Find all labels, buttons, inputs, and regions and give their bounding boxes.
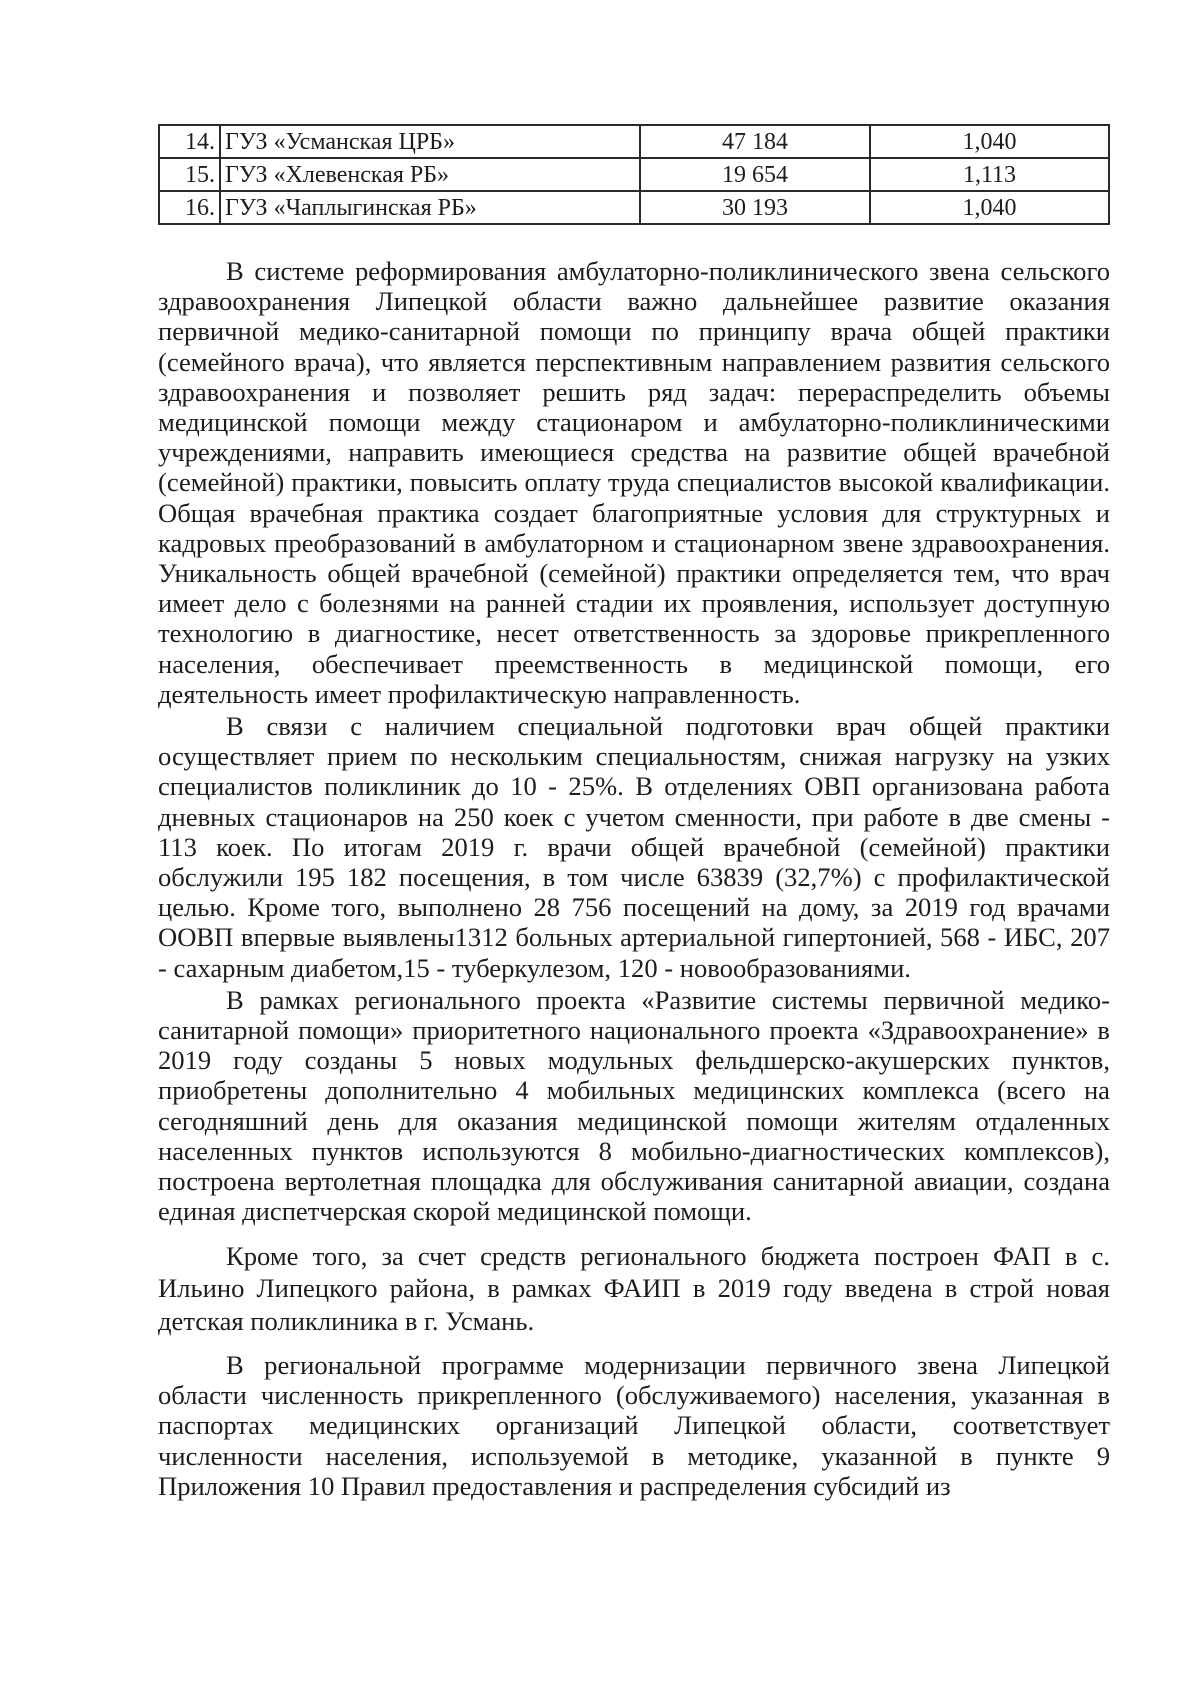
paragraph-regional-budget: Кроме того, за счет средств регионального бюджета построен ФАП в с. Ильино Липецкого района, в рамках ФАИП в 2019 году введена в строй новая детская поликлиника в г. Усмань. (158, 1240, 1110, 1336)
table-row (159, 158, 1109, 191)
population-value: 19 654 (640, 158, 870, 191)
paragraph-gp-workload: В связи с наличием специальной подготовки врач общей практики осуществляет прием по нескольким специальностям, снижая нагрузку на узких специалистов поликлиник до 10 - 25%. В отделениях ОВП организована работа дневных стационаров на 250 коек с учетом сменности, при работе в две смены - 113 коек. По итогам 2019 г. врачи общей врачебной (семейной) практики обслужили 195 182 посещения, в том числе 63839 (32,7%) с профилактической целью. Кроме того, выполнено 28 756 посещений на дому, за 2019 год врачами ООВП впервые выявлены1312 больных артериальной гипертонией, 568 - ИБС, 207 - сахарным диабетом,15 - туберкулезом, 120 - новообразованиями. (158, 711, 1110, 983)
paragraph-regional-project: В рамках регионального проекта «Развитие системы первичной медико-санитарной помощи» приоритетного национального проекта «Здравоохранение» в 2019 году созданы 5 новых модульных фельдшерско-акушерских пунктов, приобретены дополнительно 4 мобильных медицинских комплекса (всего на сегодняшний день для оказания медицинской помощи жителям отдаленных населенных пунктов используются 8 мобильно-диагностических комплексов), построена вертолетная площадка для обслуживания санитарной авиации, создана единая диспетчерская скорой медицинской помощи. (158, 984, 1110, 1227)
facility-name: ГУЗ «Усманская ЦРБ» (220, 125, 640, 158)
table-row (159, 191, 1109, 224)
body-text (158, 256, 1110, 1501)
coefficient-value: 1,040 (870, 191, 1109, 224)
population-value: 30 193 (640, 191, 870, 224)
table-row (159, 125, 1109, 158)
facility-name: ГУЗ «Хлевенская РБ» (220, 158, 640, 191)
coefficient-value: 1,113 (870, 158, 1109, 191)
population-value: 47 184 (640, 125, 870, 158)
facility-name: ГУЗ «Чаплыгинская РБ» (220, 191, 640, 224)
row-number: 16. (159, 191, 220, 224)
facilities-table (158, 124, 1110, 225)
row-number: 14. (159, 125, 220, 158)
paragraph-reform: В системе реформирования амбулаторно-поликлинического звена сельского здравоохранения Липецкой области важно дальнейшее развитие оказания первичной медико-санитарной помощи по принципу врача общей практики (семейного врача), что является перспективным направлением развития сельского здравоохранения и позволяет решить ряд задач: перераспределить объемы медицинской помощи между стационаром и амбулаторно-поликлиническими учреждениями, направить имеющиеся средства на развитие общей врачебной (семейной) практики, повысить оплату труда специалистов высокой квалификации. Общая врачебная практика создает благоприятные условия для структурных и кадровых преобразований в амбулаторном и стационарном звене здравоохранения. Уникальность общей врачебной (семейной) практики определяется тем, что врач имеет дело с болезнями на ранней стадии их проявления, использует доступную технологию в диагностике, несет ответственность за здоровье прикрепленного населения, обеспечивает преемственность в медицинской помощи, его деятельность имеет профилактическую направленность. (158, 256, 1110, 709)
row-number: 15. (159, 158, 220, 191)
coefficient-value: 1,040 (870, 125, 1109, 158)
paragraph-modernization-program: В региональной программе модернизации первичного звена Липецкой области численность прикрепленного (обслуживаемого) населения, указанная в паспортах медицинских организаций Липецкой области, соответствует численности населения, используемой в методике, указанной в пункте 9 Приложения 10 Правил предоставления и распределения субсидий из (158, 1350, 1110, 1501)
